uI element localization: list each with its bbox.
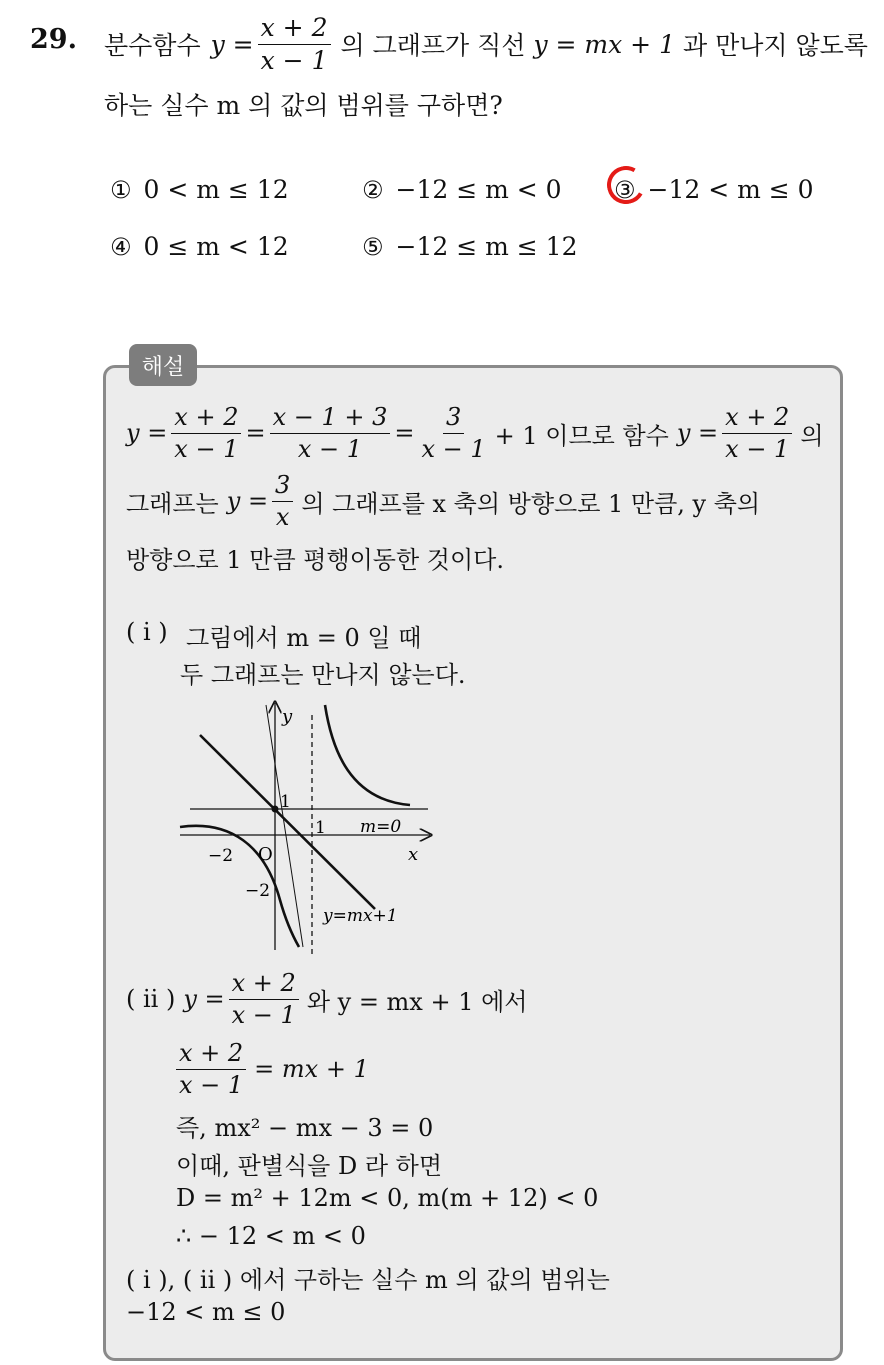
solution-line-3: 방향으로 1 만큼 평행이동한 것이다. <box>126 546 504 574</box>
solution-tag: 해설 <box>129 344 197 386</box>
case2-frac <box>229 970 299 1028</box>
sol-l1-frac-4 <box>722 404 792 462</box>
question-line-2: 하는 실수 m 의 값의 범위를 구하면? <box>104 91 503 120</box>
hyperbola-right-branch <box>325 705 410 805</box>
label-neg2-x: −2 <box>208 846 234 866</box>
choice-5-mark: ⑤ <box>362 233 384 261</box>
conclusion-line-2: −12 < m ≤ 0 <box>126 1298 286 1326</box>
question-fraction <box>258 14 331 74</box>
intersection-point <box>272 806 279 813</box>
sol-l2-b: 의 그래프를 x 축의 방향으로 1 만큼, y 축의 <box>301 489 761 518</box>
choice-4-text: 0 ≤ m < 12 <box>143 232 289 261</box>
line-y-mx-1 <box>200 735 375 909</box>
graph-figure <box>175 695 440 960</box>
sol-l1-frac-3 <box>419 404 489 462</box>
sol-l2-frac <box>272 472 293 530</box>
label-neg2-y: −2 <box>245 881 271 901</box>
question-text-c: 과 만나지 않도록 <box>682 31 868 60</box>
question-fraction-num: x + 2 <box>258 14 331 45</box>
sol-l1-frac-1 <box>171 404 241 462</box>
label-1-y: 1 <box>280 792 291 812</box>
eq1-rhs: = mx + 1 <box>254 1055 369 1083</box>
eq1-frac-den: x − 1 <box>179 1070 244 1099</box>
case1-line-2: 두 그래프는 만나지 않는다. <box>180 661 466 689</box>
case2-tail: 와 y = mx + 1 에서 <box>306 987 528 1016</box>
y-axis-label: y <box>282 706 293 727</box>
sol-l1-frac-2 <box>270 404 391 462</box>
question-text-b: 의 그래프가 직선 <box>340 31 526 60</box>
sol-l2-frac-num: 3 <box>272 472 293 501</box>
sol-l1-eq2: = <box>394 419 415 447</box>
question-line-equation: y = mx + 1 <box>533 29 675 59</box>
choice-2-text: −12 ≤ m < 0 <box>395 175 562 204</box>
sol-l1-frac-1-num: x + 2 <box>171 404 241 433</box>
choice-2[interactable] <box>362 175 562 204</box>
sol-l1-y2: y = <box>676 419 719 447</box>
choice-3-mark: ③ <box>614 176 636 204</box>
case1-line-1: 그림에서 m = 0 일 때 <box>186 624 422 652</box>
sol-l2-y: y = <box>226 487 269 515</box>
origin-label: O <box>258 844 273 865</box>
eq4-line: D = m² + 12m < 0, m(m + 12) < 0 <box>176 1184 599 1212</box>
case2-frac-den: x − 1 <box>231 1000 296 1029</box>
choice-1-text: 0 < m ≤ 12 <box>143 175 289 204</box>
choice-1[interactable] <box>110 175 289 204</box>
solution-line-2 <box>126 470 760 532</box>
sol-l1-frac-2-den: x − 1 <box>297 434 363 463</box>
case2-line <box>126 966 527 1032</box>
label-1-x: 1 <box>315 818 326 838</box>
sol-l1-frac-3-den: x − 1 <box>421 434 486 463</box>
case2-frac-num: x + 2 <box>229 970 299 999</box>
eq2-line: 즉, mx² − mx − 3 = 0 <box>176 1114 434 1142</box>
sol-l1-frac-4-num: x + 2 <box>722 404 792 433</box>
choice-4-mark: ④ <box>110 233 132 261</box>
choice-2-mark: ② <box>362 176 384 204</box>
eq3-line: 이때, 판별식을 D 라 하면 <box>176 1152 443 1180</box>
solution-line-1 <box>126 402 824 464</box>
case2-label: ( ii ) <box>126 985 176 1013</box>
sol-l1-frac-4-den: x − 1 <box>725 434 790 463</box>
sol-l1-eq: = <box>245 419 266 447</box>
question-fraction-den: x − 1 <box>260 45 328 75</box>
x-axis-label: x <box>408 844 419 865</box>
eq1-frac-num: x + 2 <box>176 1040 246 1069</box>
sol-l1-tail: + 1 이므로 함수 <box>494 421 669 450</box>
eq1-line <box>176 1038 369 1100</box>
choice-1-mark: ① <box>110 176 132 204</box>
sol-l1-frac-1-den: x − 1 <box>174 434 239 463</box>
sol-l1-end: 의 <box>800 421 824 450</box>
question-line-1 <box>104 14 868 74</box>
eq1-frac <box>176 1040 246 1098</box>
choice-5[interactable] <box>362 232 577 261</box>
choice-5-text: −12 ≤ m ≤ 12 <box>395 232 578 261</box>
case2-y: y = <box>183 985 225 1013</box>
label-line: y=mx+1 <box>323 906 398 926</box>
label-m0: m=0 <box>360 817 402 837</box>
case1-label: ( i ) <box>126 618 168 646</box>
conclusion-line-1: ( i ), ( ii ) 에서 구하는 실수 m 의 값의 범위는 <box>126 1266 610 1294</box>
hyperbola-left-branch <box>180 826 299 947</box>
question-text-a: 분수함수 <box>104 31 201 60</box>
sol-l1-frac-3-num: 3 <box>443 404 464 433</box>
sol-l2-frac-den: x <box>275 502 290 531</box>
sol-l1-y: y = <box>126 419 168 447</box>
question-number: 29. <box>30 24 77 55</box>
question-lhs: y = <box>210 29 254 59</box>
choice-4[interactable] <box>110 232 289 261</box>
choice-3-text: −12 < m ≤ 0 <box>647 175 814 204</box>
eq5-line: ∴ − 12 < m < 0 <box>176 1222 366 1250</box>
sol-l2-a: 그래프는 <box>126 489 219 518</box>
sol-l1-frac-2-num: x − 1 + 3 <box>270 404 391 433</box>
